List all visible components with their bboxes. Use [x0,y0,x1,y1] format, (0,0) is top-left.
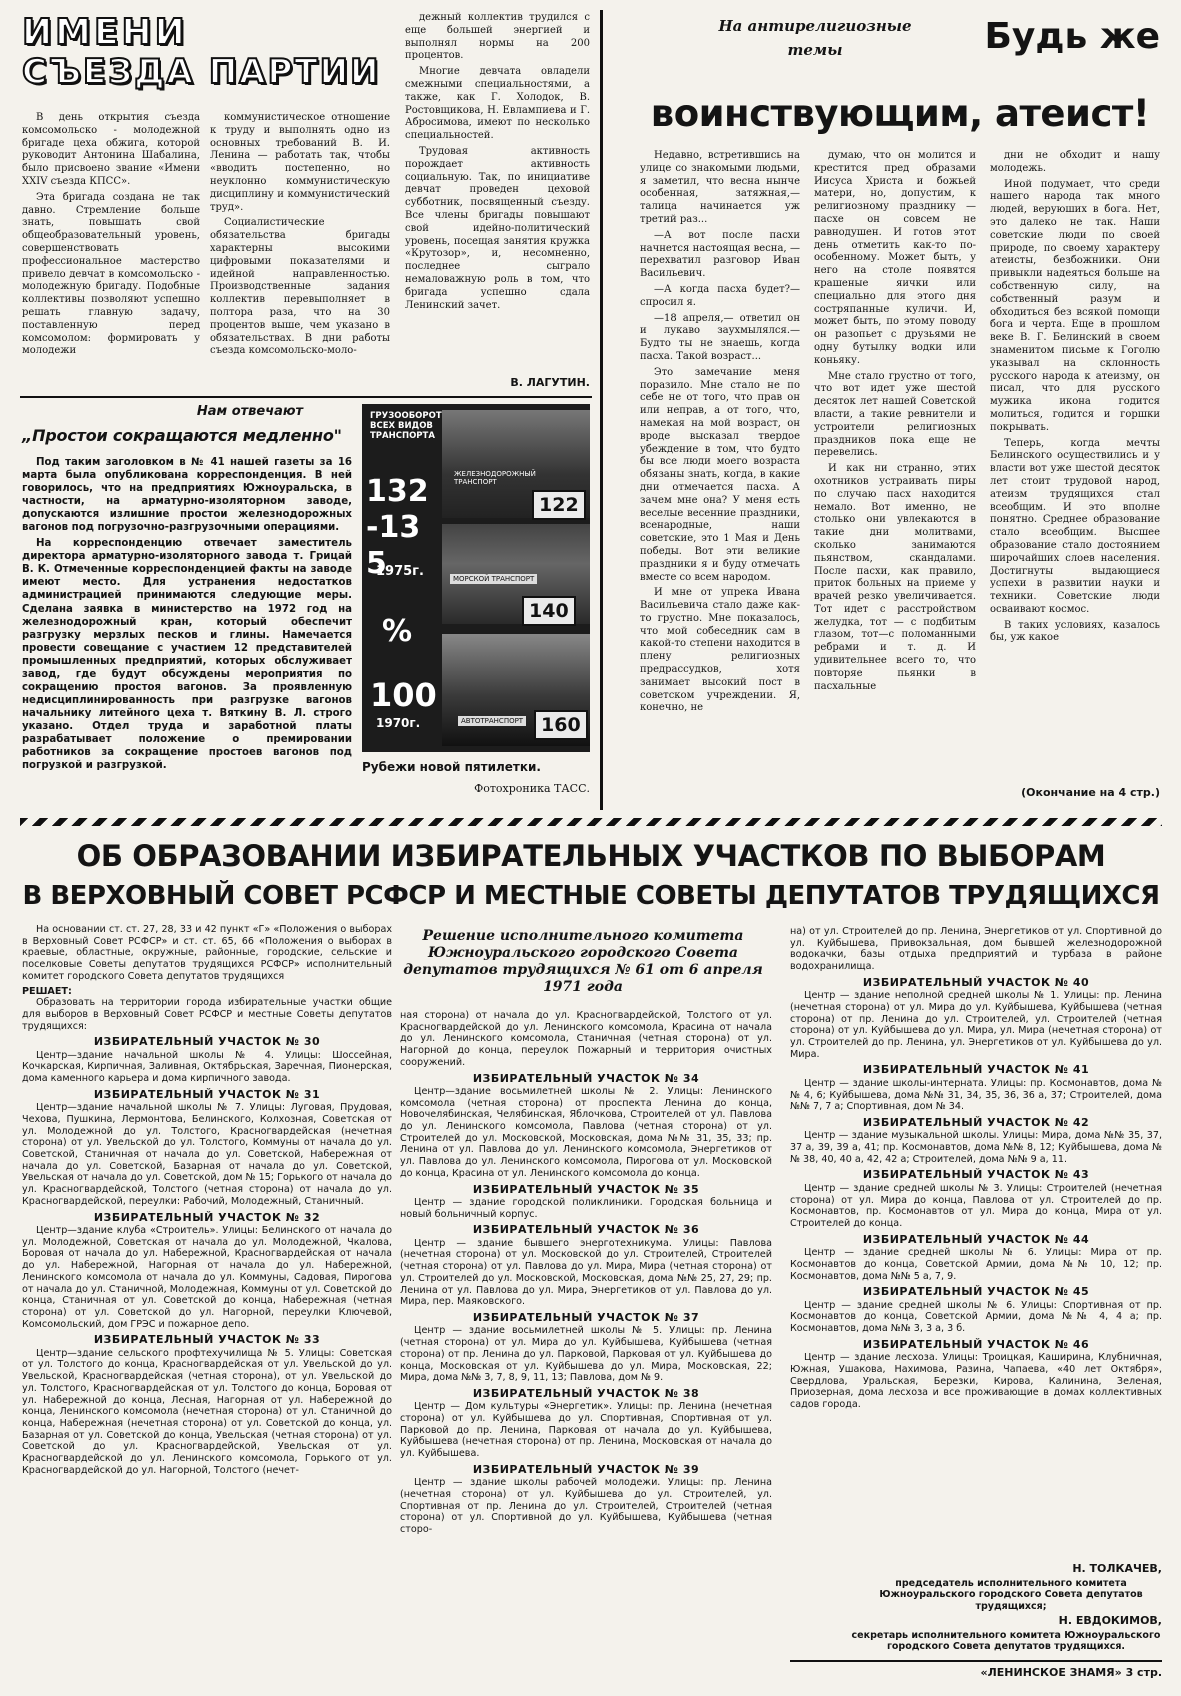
paragraph: Социалистические обязательства бригады характерны высокими цифровыми показателями и идейной направленностью. Производственные задания коллектив перевыполняет в полтора раза, что на 30 процентов выше, чем указано в обязательствах. В дни работы съезда комсомольско-моло- [210,217,390,357]
paragraph: На корреспонденцию отвечает заместитель директора арматурно-изоляторного завода т. Грицай В. К. Отмеченные корреспонденцией факты на заводе имеют место. Для устранения недостатков администрацией принимаются следующие меры. Сделана заявка в министерство на 1972 год на железнодорожный кран, который обеспечит разгрузку мерзлых песков и глины. Намечается провести совещание с участием 12 представителей промышленных предприятий, которых обслуживает завод, где будут обсуждены мероприятия по сокращению простоя вагонов. За проявленную недисциплинированность при разгрузке вагонов начальнику литейного цеха т. Вяткину В. Л. строго указано. Отдел труда и заработной платы разрабатывает положение о премировании работников за сокращение простоев вагонов под погрузкой и разгрузкой. [22,538,352,772]
year-1975: 1975г. [376,564,424,579]
paragraph: Мне стало грустно от того, что вот идет уже шестой десяток лет нашей Советской власти, а такие ревнители и устроители религиозных праздников пока еще не перевелись. [814,370,976,459]
photo-caption: Рубежи новой пятилетки. [362,760,541,774]
footer-rule [790,1660,1162,1662]
district-text: Центр — Дом культуры «Энергетик». Улицы: пр. Ленина (нечетная сторона) от ул. Куйбышева до ул. Спортивная, Спортивная от ул. Парковой до пр. Ленина, Парковая от начала до ул. Куйбышева, Куйбышева (нечетная сторона) от пр. Ленина, Московская от начала до ул. Куйбышева. [400,1401,772,1460]
auto-value-badge: 160 [534,710,588,740]
district-text: Центр—здание начальной школы № 7. Улицы: Луговая, Прудовая, Чехова, Пушкина, Лермонтова, Белинского, Колхозная, Советская от ул. Молодежной до ул. Толстого, Красногвардейская (нечетная сторона) от ул. Увельской до ул. Толстого, Коммуны от начала до ул. Советской, Станичная от начала до ул. Советской, Набережная от начала до ул. Советской, Базарная от начала до ул. Советской, Увельская от начала до ул. Советской, дом № 15; Горького от начала до ул. Красногвардейской, Толстого (четная сторона) от начала до ул. Красногвардейской, переулки: Рабочий, Молодежный, Станичный. [22,1102,392,1207]
paragraph: Недавно, встретившись на улице со знакомыми людьми, я заметил, что весна нынче особенная, затяжная,—талица начинается уж третий раз... [640,150,800,225]
reply-title: „Простои сокращаются медленно" [22,426,342,445]
paragraph: дежный коллектив трудился с еще большей энергией и выполнял нормы на 200 процентов. [405,12,590,62]
title-line-2: СЪЕЗДА ПАРТИИ [22,52,381,92]
district-text: на) от ул. Строителей до пр. Ленина, Энергетиков от ул. Спортивной до ул. Куйбышева, Привокзальная, дом бывшей железнодорожной водокачки, базы отдыха предприятий и турбаза в районе водохранилища. [790,926,1162,973]
district-text: Центр — здание школы-интерната. Улицы: пр. Космонавтов, дома №№ 4, 6; Куйбышева, дома №№ 31, 34, 35, 36, 36 а, 37; Строителей, дома №№ 7, 7 а; Спортивная, дом № 34. [790,1077,1162,1113]
paragraph: Трудовая активность порождает активность социальную. Так, по инициативе девчат проведен цеховой субботник, посвященный съезду. Все члены бригады повышают свой идейно-политический уровень, посещая занятия кружка «Крутозор», и, несомненно, последнее сыграло немаловажную роль в том, что бригада успешно сдала Ленинский зачет. [405,145,590,311]
district-heading: ИЗБИРАТЕЛЬНЫЙ УЧАСТОК № 40 [862,975,1090,989]
tass-photo [362,404,590,752]
district-heading: ИЗБИРАТЕЛЬНЫЙ УЧАСТОК № 39 [472,1462,700,1476]
sea-label: МОРСКОЙ ТРАНСПОРТ [450,574,537,584]
paragraph: Эта бригада создана не так давно. Стремление больше знать, повышать свой общеобразовательный уровень, совершенствовать профессиональное мастерство привело девчат в комсомольско - молодежную бригаду. Подобные коллективы позволяют успешно решать главную задачу, поставленную перед комсомолом: формировать у молодежи [22,191,200,357]
paragraph: И как ни странно, этих охотников устраивать пиры по случаю пасх находится немало. Вот именно, не столько они увлекаются в такие дни молитвами, сколько занимаются пьянством, скандалами. После пасхи, как правило, приток больных на приеме у врачей резко увеличивается. Тот идет с расстройством желудка, тот — с подбитым глазом, тот—с поломанными ребрами и т. д. И удивительнее всего то, что повторяе пьянки в пасхальные [814,463,976,692]
paragraph: Теперь, когда мечты Белинского осуществились и у власти вот уже шестой десяток лет стоит трудовой народ, атеизм трудящихся стал всеобщим. И это вполне понятно. Среднее образование стало всеобщим. Высшее образование стало достоянием широчайших слоев населения. Достигнуты выдающиеся успехи в развитии науки и техники. Советские люди осваивают космос. [990,437,1160,615]
rubric-text: На антирелигиозные темы [718,17,912,59]
signature-evdokimov: Н. ЕВДОКИМОВ, [1058,1614,1162,1627]
atheist-column-2 [814,150,976,800]
continued-note: (Окончание на 4 стр.) [1021,786,1160,799]
paragraph: дни не обходит и нашу молодежь. [990,150,1160,174]
big-numbers: 132-135 [366,474,429,581]
photo-header: ГРУЗООБОРОТ ВСЕХ ВИДОВ ТРАНСПОРТА [370,411,442,441]
district-heading: ИЗБИРАТЕЛЬНЫЙ УЧАСТОК № 41 [862,1063,1090,1077]
paragraph: —А вот после пасхи начнется настоящая весна, —перехватил разговор Иван Васильевич. [640,229,800,280]
decree-title-1: ОБ ОБРАЗОВАНИИ ИЗБИРАТЕЛЬНЫХ УЧАСТКОВ ПО ВЫБОРАМ [76,839,1106,873]
district-text: Центр — здание средней школы № 6. Улицы: Спортивная от пр. Космонавтов до конца, Советской Армии, дома №№ 4, 4 а; пр. Космонавтов, дома №№ 3, 3 а, 3 б. [790,1299,1162,1335]
district-heading: ИЗБИРАТЕЛЬНЫЙ УЧАСТОК № 37 [472,1310,700,1324]
district-heading: ИЗБИРАТЕЛЬНЫЙ УЧАСТОК № 44 [862,1232,1090,1246]
reply-kicker: Нам отвечают [196,404,304,419]
paragraph: Иной подумает, что среди нашего народа так много людей, веруюших в бога. Нет, это далеко не так. Наши советские люди по своей природе, по своему характеру атеисты, безбожники. Они привыкли надеяться больше на собственную силу, на собственный разум и обходиться без всякой помощи бога и черта. Еще в прошлом веке В. Г. Белинский в своем знаменитом письме к Гоголю указывал на склонность русского народа к атеизму, он писал, что для русского мужика икона годится молиться, годится и горшки покрывать. [990,178,1160,433]
vertical-divider [600,10,603,810]
district-heading: ИЗБИРАТЕЛЬНЫЙ УЧАСТОК № 38 [472,1386,700,1400]
district-text: Центр — здание средней школы № 6. Улицы: Мира от пр. Космонавтов до конца, Советской Армии, дома №№ 10, 12; пр. Космонавтов, дома №№ 5 а, 7, 9. [790,1247,1162,1282]
district-heading: ИЗБИРАТЕЛЬНЫЙ УЧАСТОК № 36 [472,1223,700,1237]
district-heading: ИЗБИРАТЕЛЬНЫЙ УЧАСТОК № 31 [93,1087,321,1101]
decree-resolves: РЕШАЕТ: [22,985,72,997]
district-text: Центр—здание начальной школы № 4. Улицы: Шоссейная, Кочкарская, Кирпичная, Заливная, Октябрьская, Заречная, Пионерская, дома каменного карьера и дома кирпичного завода. [22,1049,392,1085]
district-text: ная сторона) от начала до ул. Красногвардейской, Толстого от ул. Красногвардейской до ул. Ленинского комсомола, Красина от начала до ул. Ленинского комсомола, Станичная (четная сторона) от ул. Нагорной до конца, переулок Пожарный и территория очистных сооружений. [400,1010,772,1068]
district-heading: ИЗБИРАТЕЛЬНЫЙ УЧАСТОК № 42 [862,1115,1090,1129]
district-text: Центр — здание городской поликлиники. Городская больница и новый больничный корпус. [400,1196,772,1220]
sea-value-badge: 140 [522,596,576,626]
auto-label: АВТОТРАНСПОРТ [458,716,526,726]
decree-title-2: В ВЕРХОВНЫЙ СОВЕТ РСФСР И МЕСТНЫЕ СОВЕТЫ ДЕПУТАТОВ ТРУДЯЩИХСЯ [22,881,1160,911]
atheist-column-3 [990,150,1160,782]
photo-credit: Фотохроника ТАСС. [474,782,590,795]
district-text: Центр—здание восьмилетней школы № 2. Улицы: Ленинского комсомола (четная сторона) от проспекта Ленина до конца, Новочелябинская, Челябинская, Яблочкова, Строителей от ул. Павлова до ул. Ленинского комсомола, Павлова (четная сторона) от ул. Строителей до ул. Московской, Московская, дома №№ 31, 35, 33; пр. Ленина от ул. Павлова до ул. Ленинского комсомола, Энергетиков от ул. Павлова до ул. Ленинского комсомола, Пирогова от ул. Московской до конца, Красина от ул. Ленинского комсомола до конца. [400,1085,772,1179]
signature-evdokimov-role: секретарь исполнительного комитета Южноуральского городского Совета депутатов трудящихся. [851,1630,1161,1653]
district-text: Центр — здание восьмилетней школы № 5. Улицы: пр. Ленина (четная сторона) от ул. Мира до ул. Куйбышева, Куйбышева (четная сторона) от пр. Ленина до ул. Парковой, Парковая от ул. Куйбышева до конца, Московская от ул. Куйбышева до ул. Мира, Московская, 22; Мира, дома №№ 3, 7, 8, 9, 11, 13; Павлова, дом № 9. [400,1325,772,1384]
district-text: Центр—здание клуба «Строитель». Улицы: Белинского от начала до ул. Молодежной, Советская от начала до ул. Молодежной, Чкалова, Боровая от начала до ул. Набережной, Красногвардейская от начала до ул. Набережной, Нагорная от начала до ул. Набережной, Ленинского комсомола от начала до ул. Коммуны, Садовая, Пирогова от начала до ул. Станичной, Молодежная, Коммуны от ул. Советской до конца, Станичная от ул. Советской до конца, Набережная (четная сторона) от ул. Советской до ул. Нагорной, переулки Ключевой, Комсомольский, дом ГРЭС и пожарное депо. [22,1224,392,1330]
atheist-column-1 [640,150,800,800]
rail-label: ЖЕЛЕЗНОДОРОЖНЫЙ ТРАНСПОРТ [454,470,536,486]
atheist-headline-2: воинствующим, атеист! [650,92,1150,135]
paragraph: коммунистическое отношение к труду и выполнять одно из основных требований В. И. Ленина — работать так, чтобы «вводить постепенно, но неуклонно коммунистическую дисциплину и коммунистический труд». [210,112,390,213]
district-heading: ИЗБИРАТЕЛЬНЫЙ УЧАСТОК № 34 [472,1071,700,1085]
imeni-column-2 [210,112,390,388]
paragraph: В таких условиях, казалось бы, уж какое [990,619,1160,644]
year-1970: 1970г. [376,716,421,730]
paragraph: —А когда пасха будет?—спросил я. [640,283,800,308]
decree-column-3 [790,926,1162,1558]
district-heading: ИЗБИРАТЕЛЬНЫЙ УЧАСТОК № 45 [862,1285,1090,1299]
footer-page-label: «ЛЕНИНСКОЕ ЗНАМЯ» 3 стр. [980,1666,1162,1679]
district-text: Центр — здание средней школы № 3. Улицы: Строителей (нечетная сторона) от ул. Мира до конца, Павлова от ул. Строителей до пр. Космонавтов, пр. Космонавтов от ул. Мира до конца, Мира от ул. Строителей до конца. [790,1182,1162,1229]
decree-column-1 [22,924,392,1686]
atheist-rubric [700,14,930,62]
paragraph: Это замечание меня поразило. Мне стало не по себе не от того, что прав он или неправ, а от того, что, намекая на мой возраст, он вроде высказал твердое убеждение в том, что будто бы все люди моего возраста обязаны знать, когда, в какие дни отмечается пасха. А зачем мне она? У меня есть веселые весенние праздники, всенародные, наши советские, это 1 Мая и День победы. Вот эти великие праздники я и буду отмечать вместе со всем народом. [640,366,800,583]
imeni-column-3 [405,12,590,374]
decree-form: Образовать на территории города избирательные участки общие для выборов в Верховный Совет РСФСР и местные Советы депутатов трудящихся: [22,997,392,1032]
paragraph: Под таким заголовком в № 41 нашей газеты за 16 марта была опубликована корреспонденция. В ней говорилось, что на предприятиях Южноуральска, в частности, на арматурно-изоляторном заводе, допускаются излишние простои железнодорожных вагонов под погрузочно-разгрузочными операциями. [22,457,352,534]
title-imeni-sezda [22,14,382,100]
district-text: Центр — здание неполной средней школы № 1. Улицы: пр. Ленина (нечетная сторона) от ул. Мира до ул. Куйбышева, Куйбышева (четная сторона) от пр. Ленина до ул. Строителей, ул. Строителей (четная сторона) от ул. Куйбышева до ул. Мира, ул. Мира (нечетная сторона) от ул. Строителей до пр. Ленина, ул. Энергетиков от ул. Куйбышева до ул. Мира. [790,990,1162,1060]
signature-tolkachev: Н. ТОЛКАЧЕВ, [1072,1562,1162,1575]
district-heading: ИЗБИРАТЕЛЬНЫЙ УЧАСТОК № 43 [862,1168,1090,1182]
atheist-headline-1: Будь же [984,16,1160,57]
district-text: Центр — здание лесхоза. Улицы: Троицкая, Каширина, Клубничная, Южная, Ушакова, Нахимова, Разина, Чапаева, «40 лет Октября», Свердлова, Уральская, Березки, Кирова, Калинина, Зеленая, Приозерная, дома лесхоза и все проживающие в домах коллективных садов города. [790,1352,1162,1410]
district-heading: ИЗБИРАТЕЛЬНЫЙ УЧАСТОК № 35 [472,1182,700,1196]
paragraph: —18 апреля,— ответил он и лукаво заухмылялся.— Будто ты не знаешь, когда пасха. Такой возраст... [640,312,800,362]
district-text: Центр — здание школы рабочей молодежи. Улицы: пр. Ленина (нечетная сторона) от ул. Куйбышева до ул. Строителей, ул. Спортивная от пр. Ленина до ул. Строителей, Строителей (четная сторона) от ул. Спортивной до ул. Куйбышева, Куйбышева (четная сторо- [400,1477,772,1536]
base-100: 100 [370,676,437,714]
decree-subtitle: Решение исполнительного комитета Южноуральского городского Совета депутатов трудящихся № 61 от 6 апреля 1971 года [403,928,763,995]
imeni-column-1 [22,112,200,388]
district-text: Центр — здание музыкальной школы. Улицы: Мира, дома №№ 35, 37, 37 а, 39, 39 а, 41; пр. Космонавтов, дома №№ 8, 12; Куйбышева, дома №№ 38, 40, 40 а, 42, 42 а; Строителей, дома №№ 9 а, 11. [790,1130,1162,1165]
ornamental-divider [20,818,1162,826]
paragraph: В день открытия съезда комсомольско - молодежной бригаде цеха обжига, которой руководит Антонина Шабалина, было присвоено звание «Имени XXIV съезда КПСС». [22,112,200,187]
title-line-1: ИМЕНИ [22,12,188,53]
reply-body [22,456,352,800]
paragraph: И мне от упрека Ивана Васильевича стало даже как-то грустно. Мне показалось, что мой собеседник сам в какой-то степени находится в плену религиозных предрассудков, хотя занимает высокий пост в советском учреждении. Я, конечно, не [640,587,800,714]
district-heading: ИЗБИРАТЕЛЬНЫЙ УЧАСТОК № 33 [93,1333,321,1347]
percent-sign: % [382,614,413,649]
district-heading: ИЗБИРАТЕЛЬНЫЙ УЧАСТОК № 32 [93,1210,321,1224]
district-heading: ИЗБИРАТЕЛЬНЫЙ УЧАСТОК № 46 [862,1337,1090,1351]
signature-lagutin: В. ЛАГУТИН. [510,376,590,389]
district-text: Центр — здание бывшего энерготехникума. Улицы: Павлова (нечетная сторона) от ул. Московской до ул. Строителей, Строителей (четная сторона) от ул. Павлова до ул. Мира, Мира (четная сторона) от ул. Строителей до ул. Московской, Московская, дома №№ 25, 27, 29; пр. Ленина от ул. Павлова до ул. Мира, Энергетиков от ул. Павлова до ул. Мира, пер. Маяковского. [400,1237,772,1308]
decree-intro: На основании ст. ст. 27, 28, 33 и 42 пункт «Г» «Положения о выборах в Верховный Совет РСФСР» и ст. ст. 65, 66 «Положения о выборах в краевые, областные, окружные, районные, городские, сельские и поселковые Советы депутатов трудящихся РСФСР» исполнительный комитет городского Совета депутатов трудящихся [22,924,392,982]
signature-tolkachev-role: председатель исполнительного комитета Южноуральского городского Совета депутатов трудящихся; [879,1578,1143,1612]
paragraph: думаю, что он молится и крестится пред образами Иисуса Христа и божьей матери, но, допустим, к религиозному празднику — пасхе он совсем не равнодушен. И готов этот день отметить как-то по-особенному. Может быть, у него на столе появятся крашеные яички или специально для этого дня состряпанные куличи. И, может быть, по этому поводу он разопьет с друзьями не одну бутылку водки или коньяку. [814,150,976,366]
paragraph: Многие девчата овладели смежными специальностями, а также, как Г. Холодок, В. Ростовщикова, Н. Евлампиева и Г. Абросимова, имеют по несколько специальностей. [405,66,590,142]
decree-column-2 [400,1010,772,1686]
rail-value-badge: 122 [532,490,586,520]
divider [20,396,592,398]
district-heading: ИЗБИРАТЕЛЬНЫЙ УЧАСТОК № 30 [93,1035,321,1049]
district-text: Центр—здание сельского профтехучилища № 5. Улицы: Советская от ул. Толстого до конца, Красногвардейская от ул. Увельской до ул. Увельской, Красногвардейская (четная сторона), от ул. Увельской до ул. Толстого, Красногвардейская от ул. Толстого до конца, Боровая от ул. Набережной до конца, Лесная, Нагорная от ул. Набережной до конца, Ленинского комсомола (нечетная сторона) от ул. Станичной до конца, Набережная (нечетная сторона) от ул. Советской до конца, ул. Базарная от ул. Советской до конца, Увельская (четная сторона) от ул. Советской до ул. Красногвардейской, Увельская от ул. Красногвардейской до ул. Ленинского комсомола, Горького от ул. Красногвардейской до ул. Нагорной, Толстого (нечет- [22,1347,392,1476]
